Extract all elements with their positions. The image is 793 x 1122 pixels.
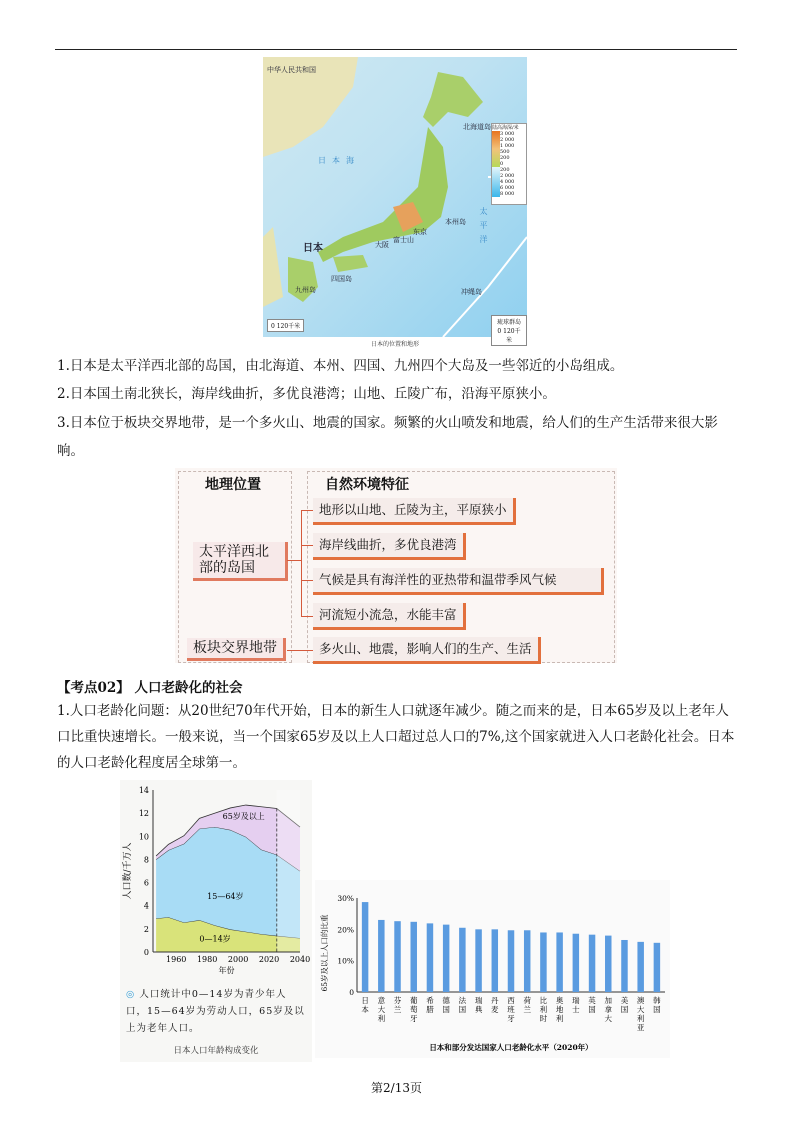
x-tick-label: 瑞典: [474, 996, 483, 1014]
header-rule: [55, 49, 737, 50]
x-tick-label: 英国: [588, 996, 596, 1014]
x-tick-label: 1980: [196, 955, 218, 964]
y-tick-label: 30%: [337, 894, 354, 903]
note-text: 人口统计中0—14岁为青少年人口，15—64岁为劳动人口，65岁及以上为老年人口。: [126, 989, 305, 1034]
projection-shade: [277, 790, 300, 952]
page-footer: 第2/13页: [371, 1081, 422, 1095]
bar-芬兰: [394, 921, 400, 992]
map-label-kyushu: 九州岛: [295, 286, 316, 294]
map-scale: 0 120千米: [267, 319, 304, 332]
bar-比利时: [540, 932, 546, 992]
population-age-chart: [120, 780, 312, 1062]
legend-value: 2 000: [500, 173, 515, 179]
map-caption: 日本的位置和地形: [370, 341, 419, 348]
map-label-sea-of-japan: 日本海: [318, 156, 360, 165]
y-tick-label: 20%: [337, 925, 354, 935]
y-axis-label: 人口数/千万人: [123, 842, 133, 900]
x-tick-label: 法国: [458, 996, 467, 1014]
x-tick-label: 日本: [361, 996, 369, 1014]
x-tick-label: 丹麦: [491, 996, 499, 1014]
section-heading: [57, 676, 243, 696]
x-tick-label: 奥地利: [555, 996, 564, 1023]
map-label-pacific: 太平洋: [479, 207, 488, 249]
map-terrain: [263, 57, 527, 337]
bar-日本: [362, 902, 368, 992]
x-tick-label: 德国: [442, 996, 450, 1014]
legend-value: 4 000: [500, 179, 515, 185]
x-tick-label: 希腊: [426, 996, 434, 1014]
legend-value: 0: [500, 161, 504, 167]
legend-value: 200: [500, 155, 510, 161]
x-tick-label: 美国: [620, 996, 629, 1014]
bar-奥地利: [556, 932, 562, 992]
map-label-shikoku: 四国岛: [331, 275, 352, 283]
x-axis-label: 年份: [218, 966, 235, 975]
map-legend: [491, 123, 527, 205]
y-tick-label: 2: [143, 924, 149, 934]
features-header: 自然环境特征: [325, 477, 409, 493]
features-diagram: [175, 468, 617, 663]
legend-value: 200: [500, 167, 510, 173]
bar-德国: [443, 925, 449, 992]
map-label-hokkaido: 北海道岛: [463, 123, 491, 131]
point-1: 1.日本是太平洋西北部的岛国，由北海道、本州、四国、九州四个大岛及一些邻近的小岛组成。: [57, 358, 624, 374]
y-tick-label: 6: [143, 878, 149, 888]
x-tick-label: 加拿大: [604, 996, 613, 1023]
map-label-okinawa: 冲绳岛: [461, 288, 482, 296]
x-tick-label: 澳大利亚: [636, 996, 645, 1032]
y-axis-label: 65岁及以上人口的比重: [320, 914, 329, 992]
x-tick-label: 比利时: [539, 996, 548, 1023]
aging-bar-chart: [315, 880, 670, 1058]
section-title: 人口老龄化的社会: [134, 680, 243, 696]
area-chart-title: 日本人口年龄构成变化: [173, 1046, 259, 1056]
x-tick-label: 葡萄牙: [409, 996, 418, 1023]
x-tick-label: 2020: [258, 955, 280, 964]
bar-葡萄牙: [410, 922, 416, 992]
bar-美国: [621, 940, 627, 992]
legend-value: 2 000: [500, 137, 515, 143]
x-tick-label: 2000: [227, 955, 249, 964]
bar-英国: [589, 935, 595, 992]
feature-volcanoes: 多火山、地震，影响人们的生产、生活: [313, 637, 541, 664]
bar-西班牙: [508, 930, 514, 992]
x-tick-label: 芬兰: [393, 996, 402, 1014]
bar-法国: [459, 928, 465, 992]
info-icon: ◎: [126, 989, 136, 1000]
series-label-0: 0—14岁: [199, 934, 231, 944]
feature-climate: 气候是具有海洋性的亚热带和温带季风气候: [313, 568, 604, 595]
legend-value: 6 000: [500, 185, 515, 191]
legend-value: 1 000: [500, 143, 515, 149]
legend-value: 8 000: [500, 191, 515, 197]
bar-韩国: [654, 943, 660, 992]
y-tick-label: 10%: [337, 956, 354, 966]
map-label-honshu: 本州岛: [445, 218, 466, 226]
y-tick-label: 14: [138, 786, 149, 795]
map-label-japan: 日本: [303, 243, 323, 254]
x-tick-label: 荷兰: [523, 996, 531, 1014]
map-label-tokyo: 东京: [413, 228, 427, 236]
inset-scale: 0 120千米: [497, 328, 521, 344]
japan-map: [263, 57, 527, 344]
section-tag: 【考点02】: [57, 680, 130, 696]
x-tick-label: 韩国: [653, 996, 661, 1014]
feature-terrain: 地形以山地、丘陵为主，平原狭小: [313, 498, 516, 525]
bar-荷兰: [524, 930, 530, 992]
chart-note: [126, 986, 306, 1037]
bar-chart-svg: [315, 880, 670, 1058]
x-tick-label: 意大利: [377, 996, 386, 1023]
bar-瑞士: [573, 934, 579, 992]
bar-加拿大: [605, 936, 611, 992]
x-tick-label: 2040: [289, 955, 311, 964]
bar-chart-title: 日本和部分发达国家人口老龄化水平（2020年）: [429, 1043, 593, 1052]
location-header: 地理位置: [205, 477, 261, 493]
map-label-osaka: 大阪: [375, 241, 389, 249]
map-label-fuji: 富士山: [393, 236, 414, 244]
y-tick-label: 0: [349, 988, 354, 997]
y-tick-label: 12: [138, 809, 149, 819]
bar-丹麦: [492, 929, 498, 992]
map-label-china: 中华人民共和国: [267, 66, 316, 74]
series-label-2: 65岁及以上: [222, 811, 265, 821]
location-island-nation: 太平洋西北部的岛国: [193, 542, 288, 581]
bar-意大利: [378, 920, 384, 992]
point-2: 2.日本国土南北狭长，海岸线曲折，多优良港湾；山地、丘陵广布，沿海平原狭小。: [57, 386, 556, 402]
area-chart-svg: [120, 780, 312, 990]
point-3: 3.日本位于板块交界地带，是一个多火山、地震的国家。频繁的火山喷发和地震，给人们的生产生活带来很大影响。: [57, 415, 718, 459]
feature-coastline: 海岸线曲折，多优良港湾: [313, 533, 466, 560]
feature-rivers: 河流短小流急，水能丰富: [313, 603, 466, 630]
legend-value: 500: [500, 149, 510, 155]
x-tick-label: 瑞士: [572, 996, 580, 1014]
location-plate-boundary: 板块交界地带: [187, 638, 286, 661]
x-tick-label: 西班牙: [507, 996, 515, 1023]
inset-title: 琉球群岛: [496, 319, 521, 326]
bar-澳大利亚: [637, 942, 643, 992]
y-tick-label: 0: [143, 948, 149, 957]
series-label-1: 15—64岁: [207, 891, 244, 901]
legend-title: 陆高海深/米: [492, 125, 519, 131]
y-tick-label: 8: [143, 855, 149, 865]
bar-希腊: [427, 923, 433, 992]
aging-paragraph: 1.人口老龄化问题：从20世纪70年代开始，日本的新生人口就逐年减少。随之而来的是，日本65岁及以上老年人口比重快速增长。一般来说，当一个国家65岁及以上人口超过总人口的7%,这个国家就进入人口老龄化社会。日本的人口老龄化程度居全球第一。: [57, 703, 735, 771]
legend-value: 3 000: [500, 131, 515, 137]
bar-瑞典: [475, 929, 481, 992]
y-tick-label: 10: [138, 832, 149, 842]
y-tick-label: 4: [143, 901, 149, 911]
x-tick-label: 1960: [166, 955, 187, 964]
